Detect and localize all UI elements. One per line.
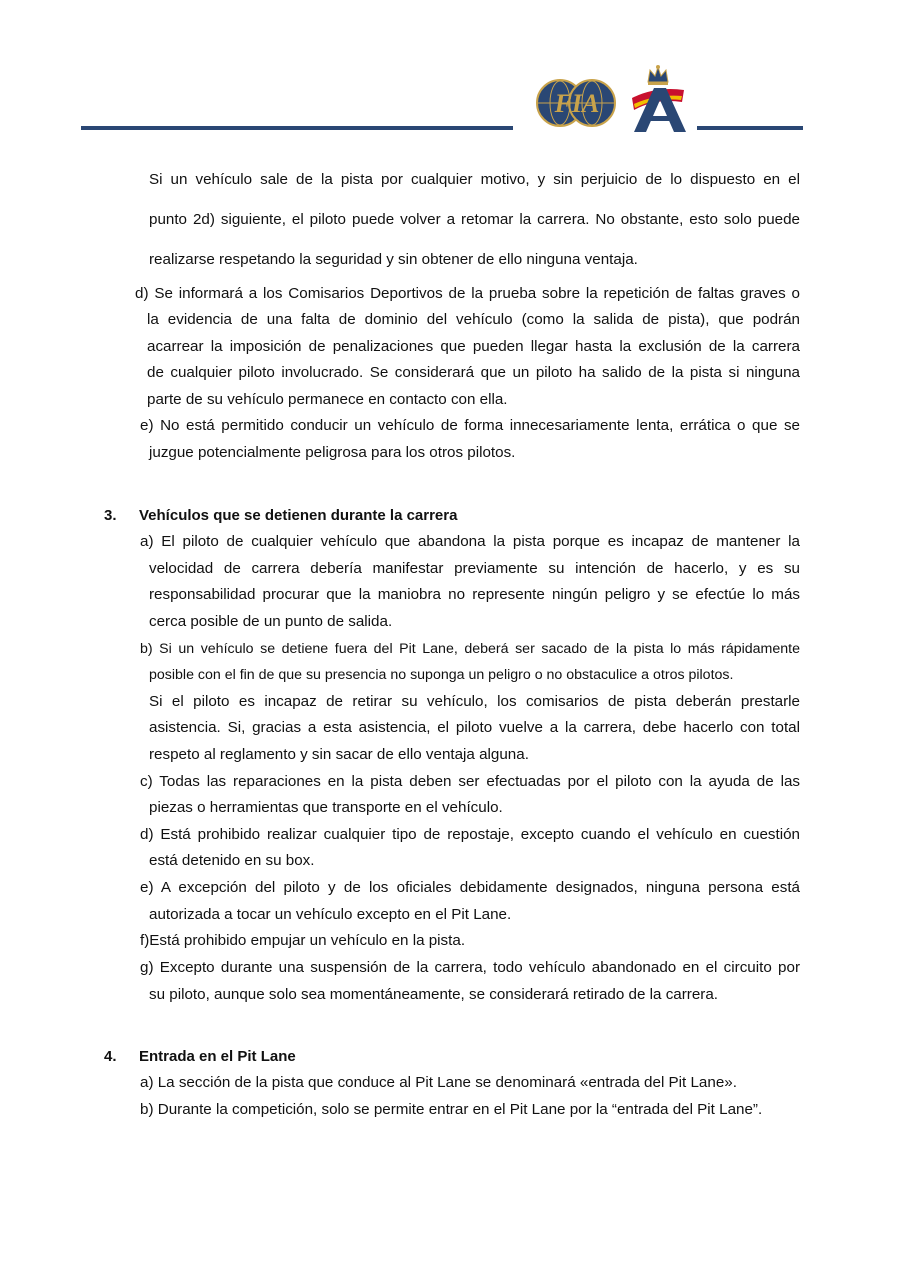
- header-rule-right: [697, 126, 803, 130]
- section-4-number: 4.: [104, 1048, 117, 1065]
- header-rule-left: [81, 126, 513, 130]
- s3-b-line-1: b) Si un vehículo se detiene fuera del Pit Lane, deberá ser sacado de la pista lo más rápidamente: [140, 641, 800, 657]
- item-e-line-2: juzgue potencialmente peligrosa para los otros pilotos.: [149, 444, 516, 461]
- s3-c-line-1: c) Todas las reparaciones en la pista deben ser efectuadas por el piloto con la ayuda de las: [140, 773, 800, 790]
- fia-logo: [536, 74, 618, 132]
- rfea-logo: [626, 64, 690, 134]
- item-d-line-3: acarrear la imposición de penalizaciones que pueden llegar hasta la exclusión de la carrera: [147, 338, 800, 355]
- continuation-line-3: realizarse respetando la seguridad y sin obtener de ello ninguna ventaja.: [149, 251, 638, 268]
- s3-a-line-2: velocidad de carrera debería manifestar previamente su intención de hacerlo, y es su: [149, 560, 800, 577]
- s3-e-line-1: e) A excepción del piloto y de los oficiales debidamente designados, ninguna persona está: [140, 879, 800, 896]
- s3-b2-line-3: respeto al reglamento y sin sacar de ello ventaja alguna.: [149, 746, 529, 763]
- s3-a-line-1: a) El piloto de cualquier vehículo que abandona la pista porque es incapaz de mantener la: [140, 533, 800, 550]
- svg-text:FIA: FIA: [554, 89, 600, 118]
- s3-e-line-2: autorizada a tocar un vehículo excepto en el Pit Lane.: [149, 906, 512, 923]
- item-d-line-1: d) Se informará a los Comisarios Deportivos de la prueba sobre la repetición de faltas graves o: [135, 285, 800, 302]
- item-d-line-4: de cualquier piloto involucrado. Se considerará que un piloto ha salido de la pista si ninguna: [147, 364, 800, 381]
- section-3-title: Vehículos que se detienen durante la carrera: [139, 507, 458, 524]
- item-d-line-2: la evidencia de una falta de dominio del vehículo (como la salida de pista), que podrán: [147, 311, 800, 328]
- s3-b2-line-1: Si el piloto es incapaz de retirar su vehículo, los comisarios de pista deberán prestarle: [149, 693, 800, 710]
- section-3-number: 3.: [104, 507, 117, 524]
- s3-d-line-1: d) Está prohibido realizar cualquier tipo de repostaje, excepto cuando el vehículo en cuestión: [140, 826, 800, 843]
- continuation-line-1: Si un vehículo sale de la pista por cualquier motivo, y sin perjuicio de lo dispuesto en el: [149, 171, 800, 188]
- s3-a-line-4: cerca posible de un punto de salida.: [149, 613, 393, 630]
- s3-a-line-3: responsabilidad procurar que la maniobra no represente ningún peligro y se efectúe lo más: [149, 586, 800, 603]
- s3-g-line-1: g) Excepto durante una suspensión de la carrera, todo vehículo abandonado en el circuito por: [140, 959, 800, 976]
- s3-g-line-2: su piloto, aunque solo sea momentáneamente, se considerará retirado de la carrera.: [149, 986, 719, 1003]
- continuation-line-2: punto 2d) siguiente, el piloto puede volver a retomar la carrera. No obstante, esto solo puede: [149, 211, 800, 228]
- s3-d-line-2: está detenido en su box.: [149, 852, 315, 869]
- item-e-line-1: e) No está permitido conducir un vehículo de forma innecesariamente lenta, errática o que se: [140, 417, 800, 434]
- s3-f-line-1: f)Está prohibido empujar un vehículo en la pista.: [140, 932, 466, 949]
- s3-c-line-2: piezas o herramientas que transporte en el vehículo.: [149, 799, 503, 816]
- s4-a-line: a) La sección de la pista que conduce al Pit Lane se denominará «entrada del Pit Lane».: [140, 1074, 737, 1091]
- s3-b-line-2: posible con el fin de que su presencia no suponga un peligro o no obstaculice a otros pilotos.: [149, 667, 734, 683]
- section-4-title: Entrada en el Pit Lane: [139, 1048, 296, 1065]
- s3-b2-line-2: asistencia. Si, gracias a esta asistencia, el piloto vuelve a la carrera, debe hacerlo con total: [149, 719, 800, 736]
- s4-b-line: b) Durante la competición, solo se permite entrar en el Pit Lane por la “entrada del Pit Lane”.: [140, 1101, 763, 1118]
- item-d-line-5: parte de su vehículo permanece en contacto con ella.: [147, 391, 508, 408]
